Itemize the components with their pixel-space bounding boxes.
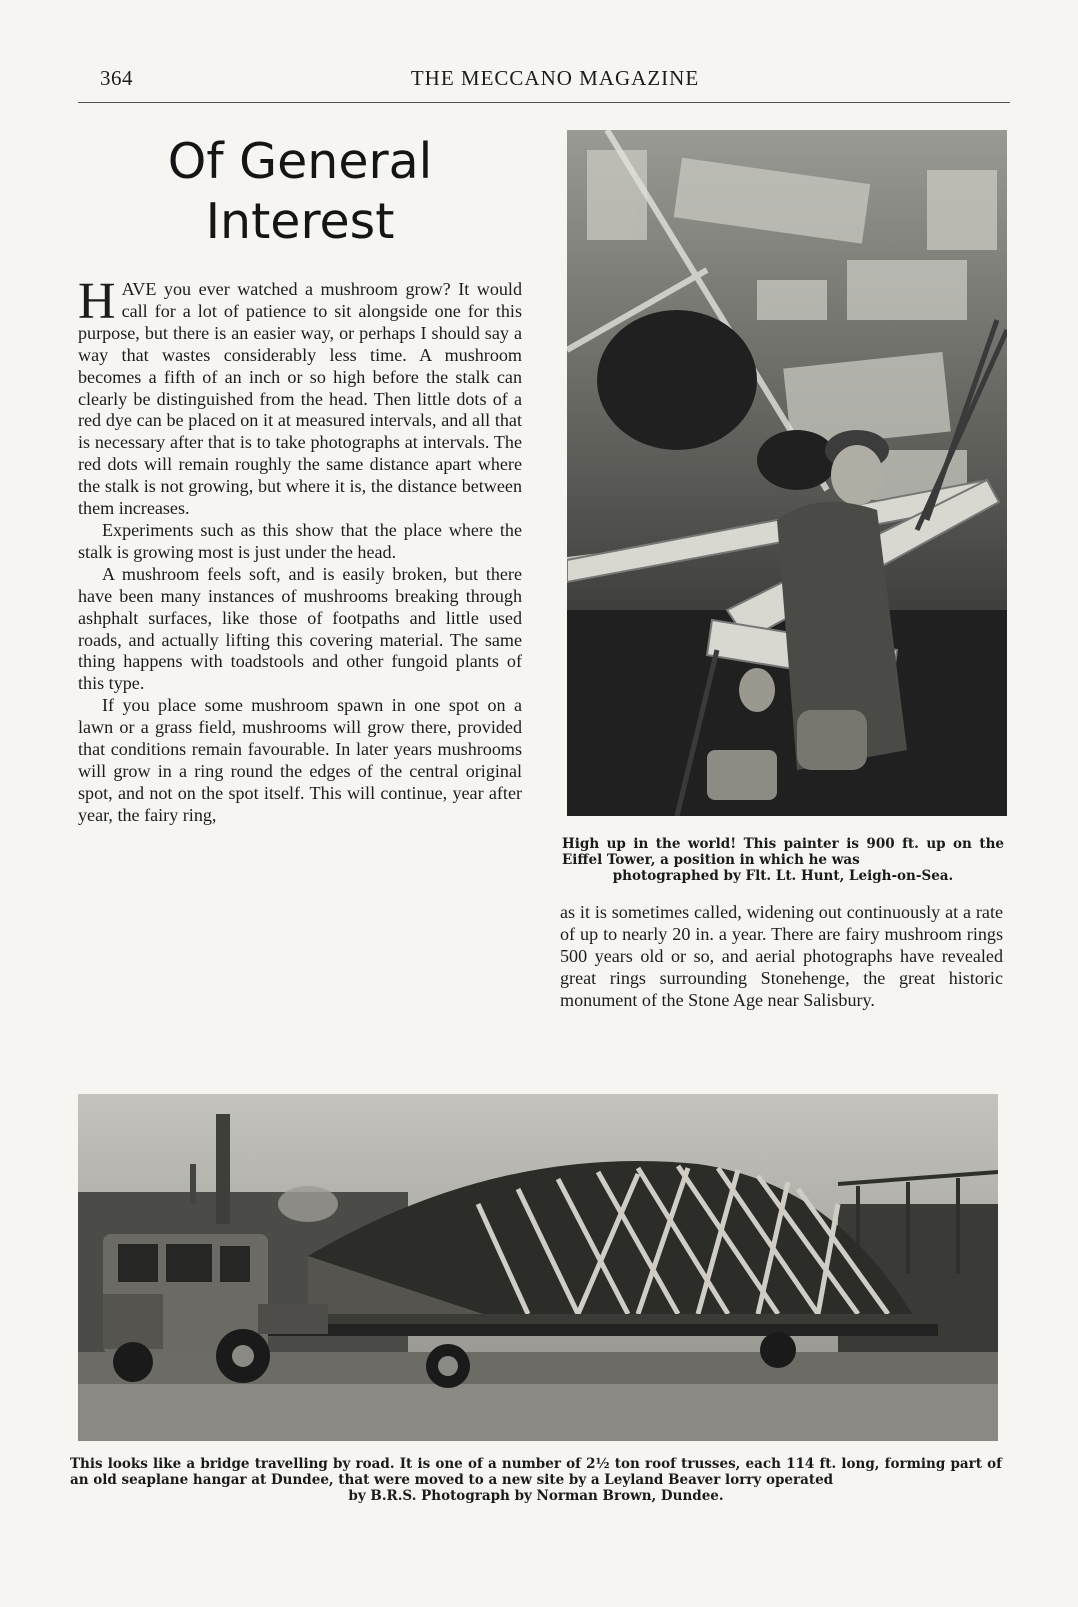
- paragraph-2: Experiments such as this show that the place where the stalk is growing most is just under the head.: [78, 519, 522, 562]
- article-column-right: [560, 902, 1003, 1012]
- eiffel-photo-caption: [562, 836, 1004, 884]
- eiffel-caption-credit: photographed by Flt. Lt. Hunt, Leigh-on-Sea.: [612, 868, 954, 884]
- truss-caption-main: This looks like a bridge travelling by road. It is one of a number of 2½ ton roof trusses, each 114 ft. long, forming part of an old seaplane hangar at Dundee, that were moved to a new site by a Leyland Beaver lorry operated: [70, 1456, 1002, 1488]
- paragraph-1-text: AVE you ever watched a mushroom grow? It would call for a lot of patience to sit alongside one for this purpose, but there is an easier way, or perhaps I should say a way that wastes considerably less time. A mushroom becomes a fifth of an inch or so high before the stalk can clearly be distinguished from the head. Then little dots of a red dye can be placed on it at measured intervals, and all that is necessary after that is to take photographs at intervals. The red dots will remain roughly the same distance apart where the stalk is not growing, but where it is, the distance between them increases.: [78, 279, 522, 519]
- eiffel-tower-painter-photo: [567, 130, 1007, 816]
- article-column-left: [78, 273, 522, 827]
- page-header: [100, 62, 1010, 94]
- title-line-1: Of General: [167, 133, 433, 190]
- magazine-title: THE MECCANO MAGAZINE: [410, 66, 700, 90]
- paragraph-1: [78, 273, 522, 520]
- truss-photo-illustration: [78, 1094, 998, 1441]
- paragraph-4-continued: as it is sometimes called, widening out continuously at a rate of up to nearly 20 in. a year. There are fairy mushroom rings 500 years old or so, and aerial photographs have revealed great rings surrounding Stonehenge, the great historic monument of the Stone Age near Salisbury.: [560, 902, 1003, 1010]
- article-title: [78, 132, 522, 252]
- truss-photo-caption: [70, 1456, 1002, 1504]
- paragraph-3: A mushroom feels soft, and is easily broken, but there have been many instances of mushrooms breaking through ashphalt surfaces, like those of footpaths and little used roads, and actually lifting this covering material. The same thing happens with toadstools and other fungoid plants of this type.: [78, 563, 522, 694]
- eiffel-caption-main: High up in the world! This painter is 900 ft. up on the Eiffel Tower, a position in which he was: [562, 836, 1004, 868]
- eiffel-photo-illustration: [567, 130, 1007, 816]
- truss-caption-credit: by B.R.S. Photograph by Norman Brown, Dundee.: [348, 1488, 724, 1504]
- page-number: 364: [100, 66, 133, 90]
- header-rule: [78, 102, 1010, 103]
- title-line-2: Interest: [205, 193, 395, 250]
- paragraph-4: If you place some mushroom spawn in one spot on a lawn or a grass field, mushrooms will grow there, provided that conditions remain favourable. In later years mushrooms will grow in a ring round the edges of the central original spot, and not on the spot itself. This will continue, year after year, the fairy ring,: [78, 695, 522, 825]
- roof-truss-lorry-photo: [78, 1094, 998, 1441]
- drop-cap: H: [78, 273, 116, 330]
